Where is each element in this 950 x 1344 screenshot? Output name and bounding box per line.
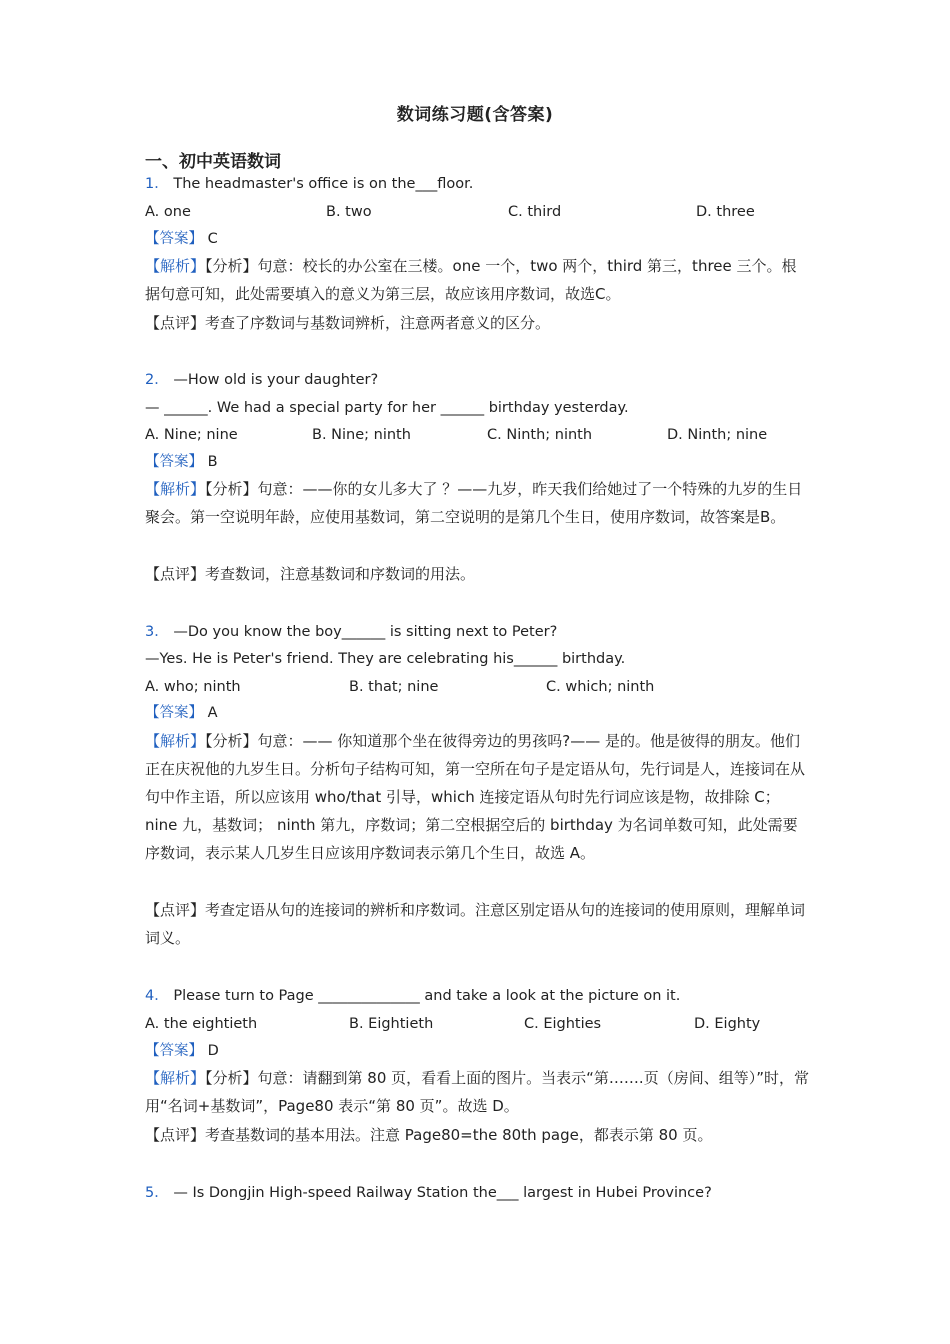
question-3-stem-line-2: —Yes. He is Peter's friend. They are celebrating his______ birthday. [145,651,626,667]
option-b: B. that; nine [349,679,439,695]
answer-row [145,229,218,249]
question-number: 1． [145,176,169,192]
analysis-sub-label: 【分析】 [205,257,258,275]
answer-value: B [207,454,218,470]
analysis-sub-label: 【分析】 [205,480,258,498]
question-5-stem [145,1183,712,1203]
option-d: D. Eighty [694,1016,761,1032]
question-1-stem [145,174,473,194]
answer-row [145,703,218,723]
analysis-label: 【解析】 [145,257,206,275]
question-text: —How old is your daughter? [173,372,379,388]
analysis-text: 句意：——你的女儿多大了 ？——九岁，昨天我们给她过了一个特殊的九岁的生日聚会。第一空说明年龄，应使用基数词，第二空说明的是第几个生日，使用序数词，故答案是B。 [145,480,803,526]
answer-row [145,1041,219,1061]
comment-text: 考查定语从句的连接词的辨析和序数词。注意区别定语从句的连接词的使用原则，理解单词词义。 [145,901,806,947]
analysis-sub-label: 【分析】 [205,1069,258,1087]
comment-label: 【点评】 [145,314,206,332]
option-b: B. two [326,204,372,220]
question-4-stem [145,986,680,1006]
answer-label: 【答案】 [145,231,203,247]
question-text: Please turn to Page ______________ and take a look at the picture on it. [173,988,681,1004]
analysis-text: 句意：—— 你知道那个坐在彼得旁边的男孩吗?—— 是的。他是彼得的朋友。他们正在庆祝他的九岁生日。分析句子结构可知，第一空所在句子是定语从句，先行词是人，连接词在从句中作主语，所以应该用 who/that 引导，which 连接定语从句时先行词应该是物，故排除 C；nine 九，基数词； ninth 第九，序数词；第二空根据空后的 birthday 为名词单数可知，此处需要序数词，表示某人几岁生日应该用序数词表示第几个生日，故选 A。 [145,732,806,862]
answer-value: D [207,1043,219,1059]
question-number: 5． [145,1185,169,1201]
answer-label: 【答案】 [145,1043,203,1059]
page-title: 数词练习题(含答案) [396,105,554,125]
analysis-paragraph [145,475,810,531]
question-number: 3． [145,624,169,640]
analysis-text: 句意：请翻到第 80 页，看看上面的图片。当表示“第…….页（房间、组等）”时，常用“名词+基数词”，Page80 表示“第 80 页”。故选 D。 [145,1069,809,1115]
comment-text: 考查基数词的基本用法。注意 Page80=the 80th page，都表示第 80 页。 [205,1126,713,1144]
analysis-paragraph [145,727,810,867]
comment-label: 【点评】 [145,1126,206,1144]
option-c: C. third [508,204,562,220]
option-d: D. three [696,204,755,220]
analysis-paragraph [145,252,810,308]
answer-value: C [207,231,218,247]
comment-paragraph [145,896,810,952]
section-heading: 一、初中英语数词 [145,152,281,172]
option-a: A. Nine; nine [145,427,238,443]
option-c: C. Eighties [524,1016,602,1032]
option-a: A. who; ninth [145,679,241,695]
question-number: 4． [145,988,169,1004]
question-text: — Is Dongjin High-speed Railway Station the___ largest in Hubei Province? [173,1185,712,1201]
comment-label: 【点评】 [145,901,206,919]
comment-paragraph [145,1121,810,1149]
option-b: B. Eightieth [349,1016,434,1032]
question-text: —Do you know the boy______ is sitting next to Peter? [173,624,558,640]
question-2-stem [145,370,378,390]
analysis-paragraph [145,1064,810,1120]
analysis-label: 【解析】 [145,480,206,498]
answer-label: 【答案】 [145,454,203,470]
comment-paragraph [145,309,810,337]
option-c: C. which; ninth [546,679,655,695]
answer-row [145,452,218,472]
comment-label: 【点评】 [145,565,206,583]
option-a: A. the eightieth [145,1016,258,1032]
analysis-label: 【解析】 [145,1069,206,1087]
analysis-label: 【解析】 [145,732,206,750]
answer-value: A [207,705,218,721]
comment-paragraph [145,560,810,588]
option-a: A. one [145,204,191,220]
question-number: 2． [145,372,169,388]
analysis-text: 句意：校长的办公室在三楼。one 一个，two 两个，third 第三，three 三个。根据句意可知，此处需要填入的意义为第三层，故应该用序数词，故选C。 [145,257,797,303]
comment-text: 考查数词，注意基数词和序数词的用法。 [205,565,476,583]
question-text: The headmaster's office is on the___floor. [173,176,474,192]
answer-label: 【答案】 [145,705,203,721]
question-2-stem-line-2: — ______. We had a special party for her ______ birthday yesterday. [145,400,629,416]
option-b: B. Nine; ninth [312,427,411,443]
analysis-sub-label: 【分析】 [205,732,258,750]
comment-text: 考查了序数词与基数词辨析，注意两者意义的区分。 [205,314,551,332]
option-d: D. Ninth; nine [667,427,768,443]
question-3-stem [145,622,557,642]
option-c: C. Ninth; ninth [487,427,593,443]
